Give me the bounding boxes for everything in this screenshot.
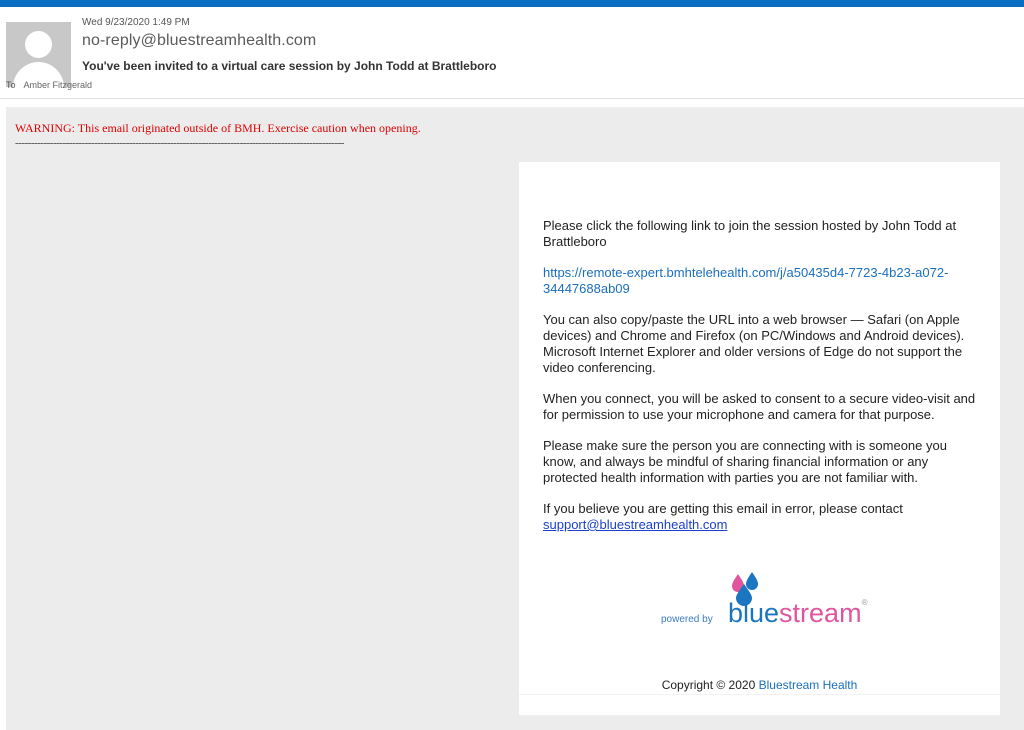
message-subject: You've been invited to a virtual care session by John Todd at Brattleboro (82, 59, 497, 73)
brand-pink-text: stream (779, 598, 862, 628)
copyright-text: Copyright © 2020 (661, 678, 756, 692)
warning-separator: -------------------------------------------------------------------------------------------------------- (15, 137, 344, 149)
browser-instructions: You can also copy/paste the URL into a web browser — Safari (on Apple devices) and Chrome and Firefox (on PC/Windows and Android devices). Microsoft Internet Explorer and older versions of Edge do not support the video conferencing. (543, 312, 965, 375)
card-divider (519, 694, 1000, 695)
bluestream-logo (519, 572, 1000, 632)
session-link[interactable]: https://remote-expert.bmhtelehealth.com/j/a50435d4-7723-4b23-a072-34447688ab09 (543, 265, 949, 296)
error-contact (543, 501, 983, 533)
avatar-head-icon (25, 31, 52, 58)
copyright-line (519, 678, 1000, 692)
consent-text: When you connect, you will be asked to consent to a secure video-visit and for permission to use your microphone and camera for that purpose. (543, 391, 976, 422)
message-body (6, 107, 1024, 730)
caution-text: Please make sure the person you are connecting with is someone you know, and always be mindful of sharing financial information or any protected health information with parties you are not familiar with. (543, 438, 947, 485)
invitation-card (519, 162, 1000, 715)
brand-wordmark (728, 598, 867, 629)
powered-by-label: powered by (661, 614, 713, 625)
brand-blue-text: blue (728, 598, 780, 628)
external-warning: WARNING: This email originated outside of BMH. Exercise caution when opening. (15, 121, 421, 135)
recipient-line (6, 80, 92, 90)
window-top-bar (0, 0, 1024, 7)
sender-address[interactable]: no-reply@bluestreamhealth.com (82, 32, 317, 49)
error-text: If you believe you are getting this email in error, please contact (543, 501, 903, 516)
message-date: Wed 9/23/2020 1:49 PM (82, 17, 190, 28)
registered-mark: ® (861, 598, 868, 607)
support-email-link[interactable]: support@bluestreamhealth.com (543, 517, 728, 532)
message-header (0, 7, 1024, 99)
sender-avatar[interactable] (6, 22, 71, 87)
to-label: To (6, 80, 16, 90)
invitation-content (543, 218, 983, 548)
company-link[interactable]: Bluestream Health (758, 678, 858, 692)
intro-text: Please click the following link to join the session hosted by John Todd at Brattleboro (543, 218, 957, 249)
recipient-name[interactable]: Amber Fitzgerald (23, 80, 93, 90)
